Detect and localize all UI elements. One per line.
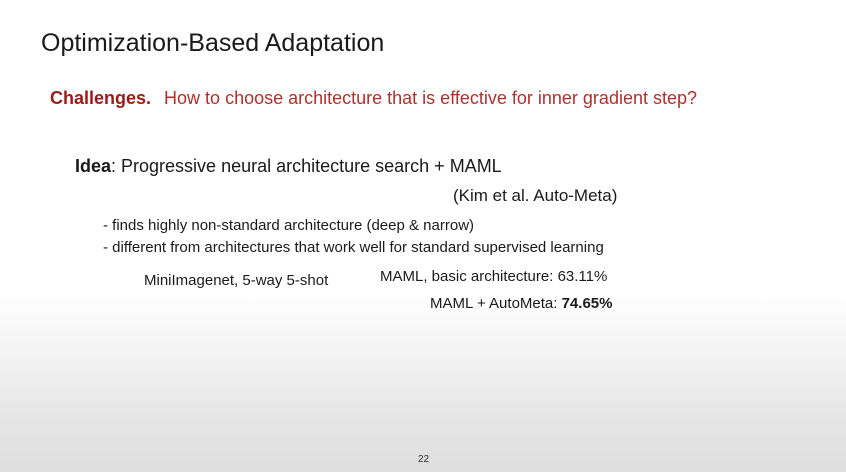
bullet-item: - different from architectures that work well for standard supervised learning — [103, 239, 604, 256]
result-basic-label: MAML, basic architecture: — [380, 268, 558, 285]
challenge-line — [50, 88, 697, 109]
challenge-label: Challenges. — [50, 88, 152, 108]
citation: (Kim et al. Auto-Meta) — [453, 186, 618, 205]
bullet-item: - finds highly non-standard architecture (deep & narrow) — [103, 217, 475, 234]
page-number: 22 — [418, 454, 430, 465]
idea-line — [75, 156, 502, 177]
idea-text: : Progressive neural architecture search + MAML — [111, 156, 502, 176]
slide-title: Optimization-Based Adaptation — [41, 29, 385, 57]
result-basic — [380, 268, 607, 285]
idea-label: Idea — [75, 156, 112, 176]
challenge-text: How to choose architecture that is effective for inner gradient step? — [164, 88, 698, 108]
dataset-label: MiniImagenet, 5-way 5-shot — [144, 272, 329, 289]
result-autometa-value: 74.65% — [561, 295, 613, 312]
result-autometa — [430, 295, 612, 312]
result-basic-value: 63.11% — [557, 268, 608, 285]
result-autometa-label: MAML + AutoMeta: — [430, 295, 562, 312]
bullet-list — [103, 215, 604, 259]
